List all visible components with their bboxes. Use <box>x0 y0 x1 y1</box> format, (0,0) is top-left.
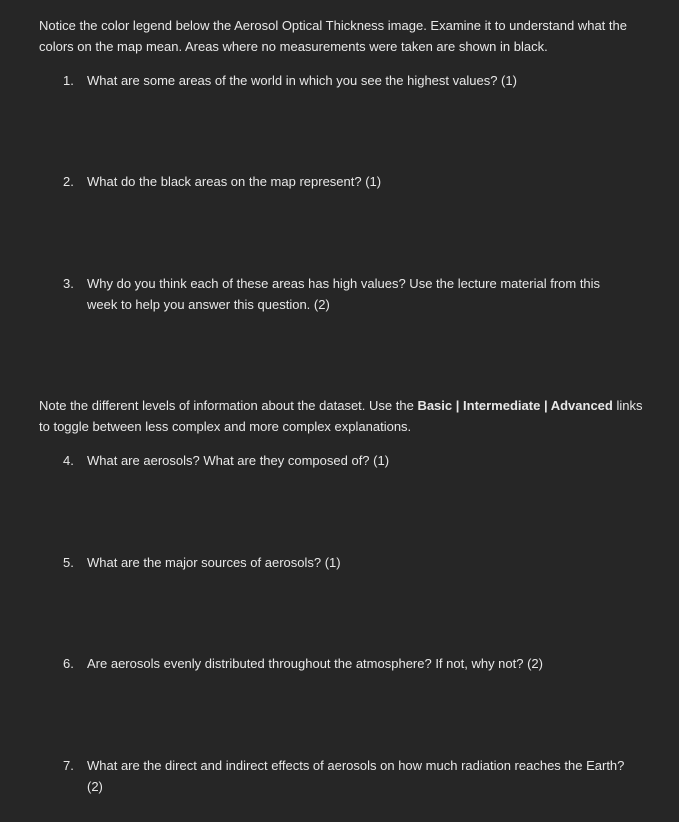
question-number: 1. <box>63 73 74 88</box>
intermediate-link[interactable]: Intermediate <box>463 398 541 413</box>
question-number: 7. <box>63 758 74 773</box>
question-text: What do the black areas on the map represent? (1) <box>87 174 382 189</box>
question-text: What are the major sources of aerosols? (1) <box>87 555 341 570</box>
question-6 <box>63 653 633 674</box>
question-5 <box>63 552 633 573</box>
question-1 <box>63 70 633 91</box>
question-number: 4. <box>63 453 74 468</box>
basic-link[interactable]: Basic <box>417 398 453 413</box>
question-number: 6. <box>63 656 74 671</box>
advanced-link[interactable]: Advanced <box>550 398 613 413</box>
question-3 <box>63 273 633 315</box>
question-text: What are the direct and indirect effects of aerosols on how much radiation reaches the Earth? (2) <box>87 758 625 794</box>
question-number: 3. <box>63 276 74 291</box>
question-text: What are aerosols? What are they composed of? (1) <box>87 453 390 468</box>
question-7 <box>63 755 633 797</box>
link-separator: | <box>452 398 464 413</box>
question-number: 5. <box>63 555 74 570</box>
intro-text-before: Note the different levels of information about the dataset. Use the <box>39 398 418 413</box>
question-text: Why do you think each of these areas has high values? Use the lecture material from this week to help you answer this question. (2) <box>87 276 601 312</box>
question-text: What are some areas of the world in which you see the highest values? (1) <box>87 73 517 88</box>
question-text: Are aerosols evenly distributed throughout the atmosphere? If not, why not? (2) <box>87 656 543 671</box>
intro-text-after: links to toggle between less complex and more complex explanations. <box>39 398 643 434</box>
question-2 <box>63 171 633 192</box>
link-separator: | <box>540 398 551 413</box>
intro-paragraph-dataset-levels <box>39 395 649 437</box>
question-4 <box>63 450 633 471</box>
intro-paragraph-aerosol-legend: Notice the color legend below the Aerosol Optical Thickness image. Examine it to understand what the colors on the map mean. Areas where no measurements were taken are shown in black. <box>39 18 627 54</box>
question-number: 2. <box>63 174 74 189</box>
